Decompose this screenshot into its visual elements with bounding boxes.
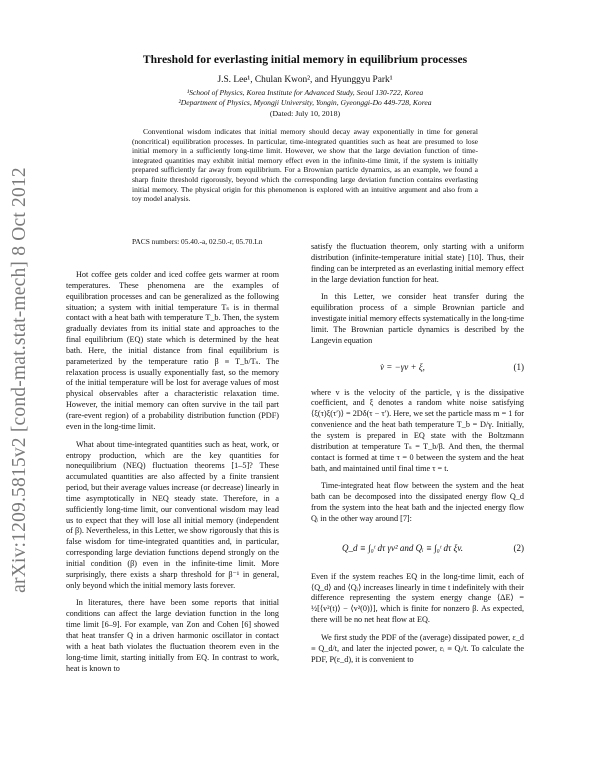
abstract: Conventional wisdom indicates that initial memory should decay away exponentially in time for general (noncritical) equilibration processes. In particular, time-integrated quantities such as heat are presumed to lose initial memory in a sufficiently long-time limit. However, we show that the large deviation function of time-integrated quantities may exhibit initial memory effect even in the infinite-time limit, if the system is initially prepared sufficiently far away from equilibrium. For a Brownian particle dynamics, as an example, we found a sharp finite threshold rigorously, beyond which the corresponding large deviation function contains everlasting initial memory. The physical origin for this phenomenon is explored with an intuitive argument and also from a toy model analysis. <box>132 127 478 204</box>
left-column <box>66 270 279 681</box>
date-line: (Dated: July 10, 2018) <box>269 109 341 118</box>
arxiv-stamp <box>6 150 34 610</box>
affiliation-1: ¹School of Physics, Korea Institute for Advanced Study, Seoul 130-722, Korea <box>186 88 424 97</box>
pacs-numbers: PACS numbers: 05.40.-a, 02.50.-r, 05.70.Ln <box>132 237 263 246</box>
paragraph: In literatures, there have been some reports that initial conditions can affect the large deviation function in the long time limit [6–9]. For example, van Zon and Cohen [6] showed that heat transfer Q in a driven harmonic oscillator in contact with a heat bath violates the fluctuation theorem even in the long-time limit, starting initially from EQ. In contrast to work, heat is known to <box>66 598 279 673</box>
paragraph: Hot coffee gets colder and iced coffee gets warmer at room temperatures. These phenomena are the examples of equilibration processes and can be generalized as the following situation; a system with initial temperature Tₛ is in thermal contact with a heat bath with temperature T_b. Then, the system gradually deviates from its initial state and approaches to the final equilibrium (EQ) state which is determined by the heat bath. Here, the initial distance from final equilibrium is parameterized by the temperature ratio β ≡ T_b/Tₛ. The relaxation process is usually exponentially fast, so the memory of the initial temperature will be lost for average values of most physical observables after a characteristic relaxation time. However, the initial memory can often survive in the tail part (rare-event region) of a probability distribution function (PDF) even in the long-time limit. <box>66 270 279 431</box>
paragraph: What about time-integrated quantities such as heat, work, or entropy production, which are the key quantities for nonequilibrium (NEQ) fluctuation theorems [1–5]? These accumulated quantities are also affected by a finite transient period, but their average values increase (or decrease) linearly in time asymptotically in NEQ steady state. Therefore, in a sufficiently long-time limit, our conventional wisdom may lead us to expect that they will lose all initial memory (independent of β). Nevertheless, in this Letter, we show rigorously that this is false wisdom for time-integrated quantities and, in particular, corresponding large deviation functions depend strongly on the initial condition (β) even in the infinite-time limit. More surprisingly, there exists a sharp threshold for β⁻¹ in general, only beyond which the initial memory lasts forever. <box>66 439 279 590</box>
paragraph: satisfy the fluctuation theorem, only starting with a uniform distribution (infinite-temperature initial state) [10]. Thus, their finding can be interpreted as an everlasting initial memory effect in the large deviation function for heat. <box>311 242 524 284</box>
paragraph: Time-integrated heat flow between the system and the heat bath can be decomposed into the dissipated energy flow Q_d from the system into the heat bath and the injected energy flow Qᵢ in the other way around [7]: <box>311 481 524 523</box>
authors: J.S. Lee¹, Chulan Kwon², and Hyunggyu Park¹ <box>217 75 393 85</box>
paper-title: Threshold for everlasting initial memory in equilibrium processes <box>142 53 468 66</box>
equation-1 <box>311 354 524 382</box>
paragraph: We first study the PDF of the (average) dissipated power, ε_d ≡ Q_d/t, and later the injected power, εᵢ ≡ Qᵢ/t. To calculate the PDF, P(ε_d), it is convenient to <box>311 632 524 664</box>
affiliation-2: ²Department of Physics, Myongji University, Yongin, Gyeonggi-Do 449-728, Korea <box>178 98 432 107</box>
right-column <box>311 242 524 672</box>
equation-2 <box>311 532 524 566</box>
equation-body: Q_d ≡ ∫₀ᵗ dτ γv² and Qᵢ ≡ ∫₀ᵗ dτ ξv. <box>342 542 463 553</box>
equation-number: (2) <box>513 542 524 553</box>
paragraph: In this Letter, we consider heat transfer during the equilibration process of a simple Brownian particle and investigate initial memory effects systematically in the long-time limit. The Brownian particle dynamics is described by the Langevin equation <box>311 292 524 345</box>
equation-body: v̇ = −γv + ξ, <box>380 361 425 372</box>
equation-number: (1) <box>513 361 524 372</box>
paragraph: Even if the system reaches EQ in the long-time limit, each of ⟨Q_d⟩ and ⟨Qᵢ⟩ increases linearly in time t indefinitely with their difference representing the system energy change ⟨ΔE⟩ = ½[⟨v²(t)⟩ − ⟨v²(0)⟩], which is finite for nonzero β. As expected, there will be no net heat flow at EQ. <box>311 571 524 625</box>
paragraph: where v is the velocity of the particle, γ is the dissipative coefficient, and ξ denotes a random white noise satisfying ⟨ξ(τ)ξ(τ′)⟩ = 2Dδ(τ − τ′). Here, we set the particle mass m = 1 for convenience and the heat bath temperature T_b = D/γ. Initially, the system is prepared in EQ state with the Boltzmann distribution at temperature Tₛ = T_b/β. And then, the thermal contact is formed at time τ = 0 between the system and the heat bath, and maintained until final time τ = t. <box>311 387 524 473</box>
arxiv-stamp-text: arXiv:1209.5815v2 [cond-mat.stat-mech] 8 Oct 2012 <box>9 167 30 593</box>
